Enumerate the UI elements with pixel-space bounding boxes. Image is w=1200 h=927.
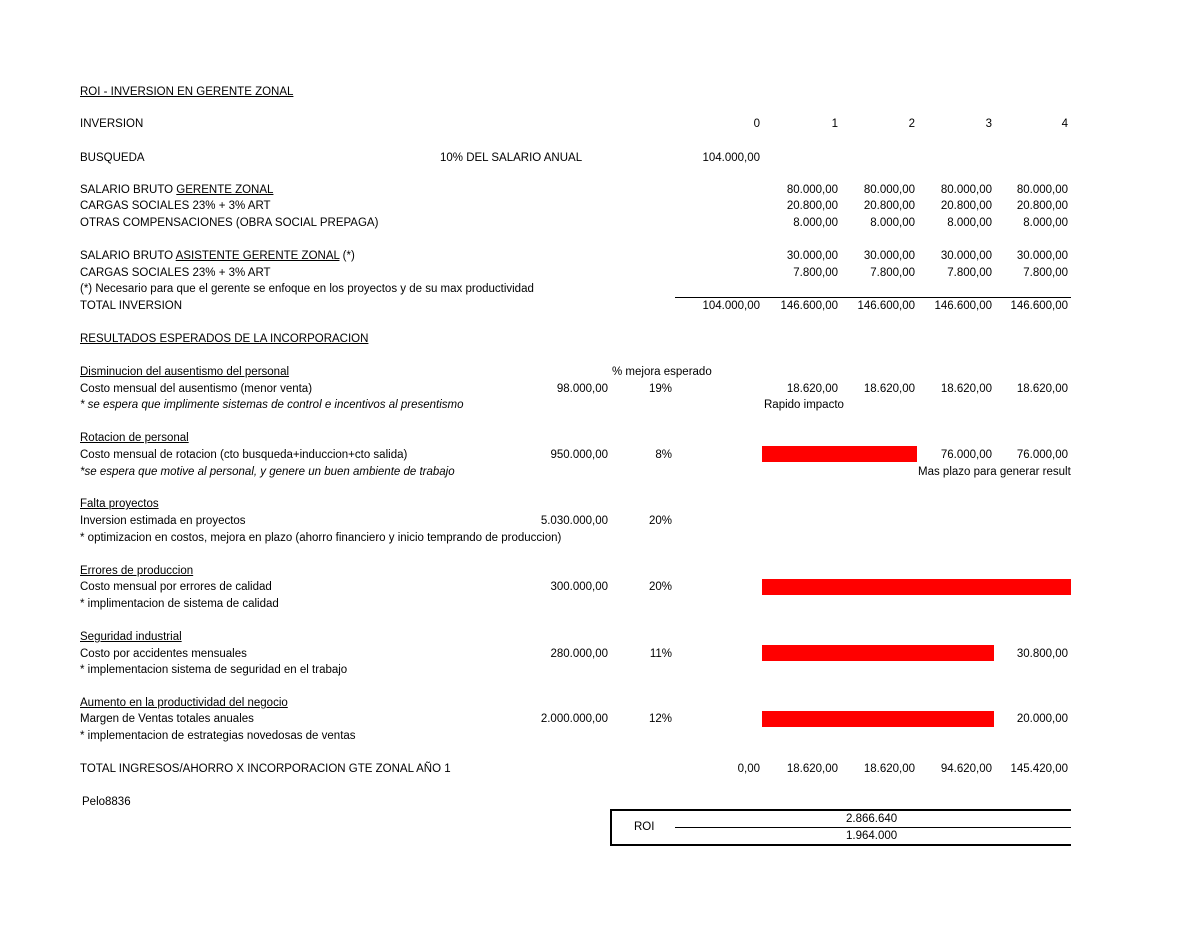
total-ingresos-y4: 145.420,00 [1010,763,1068,775]
seguridad-title: Seguridad industrial [80,631,182,643]
total-inversion-label: TOTAL INVERSION [80,300,183,312]
productividad-y4: 20.000,00 [1016,713,1068,725]
gerente-cargas-y1: 20.800,00 [786,200,838,212]
gerente-otras-y4: 8.000,00 [1023,217,1068,229]
rotacion-base: 950.000,00 [550,449,608,461]
seguridad-y4: 30.800,00 [1016,648,1068,660]
gerente-otras-y1: 8.000,00 [793,217,838,229]
gerente-salario-y3: 80.000,00 [940,184,992,196]
asistente-note: (*) Necesario para que el gerente se enfoque en los proyectos y de su max productividad [80,283,534,295]
ausentismo-y3: 18.620,00 [940,383,992,395]
ausentismo-note: * se espera que implimente sistemas de control e incentivos al presentismo [80,399,464,411]
proyectos-label: Inversion estimada en proyectos [80,515,246,527]
ausentismo-y2: 18.620,00 [863,383,915,395]
gerente-cargas-label: CARGAS SOCIALES 23% + 3% ART [80,200,271,212]
errores-note: * implimentacion de sistema de calidad [80,598,279,610]
ausentismo-title: Disminucion del ausentismo del personal [80,366,290,378]
author-label: Pelo8836 [82,796,131,808]
rotacion-label: Costo mensual de rotacion (cto busqueda+induccion+cto salida) [80,449,408,461]
total-ingresos-y2: 18.620,00 [863,763,915,775]
year-3: 3 [985,118,992,130]
seguridad-note: * implementacion sistema de seguridad en el trabajo [80,664,348,676]
asistente-salario-y3: 30.000,00 [940,250,992,262]
asistente-cargas-y1: 7.800,00 [793,267,838,279]
errores-base: 300.000,00 [550,581,608,593]
total-inversion-y3: 146.600,00 [934,300,992,312]
mejora-header: % mejora esperado [612,366,712,378]
rotacion-highlight-bar [762,446,917,462]
ausentismo-comment: Rapido impacto [764,399,844,411]
roi-denominator: 1.964.000 [846,830,898,842]
inversion-label: INVERSION [80,118,144,130]
asistente-cargas-y4: 7.800,00 [1023,267,1068,279]
gerente-cargas-y4: 20.800,00 [1016,200,1068,212]
ausentismo-y1: 18.620,00 [786,383,838,395]
total-inversion-y4: 146.600,00 [1010,300,1068,312]
rotacion-pct: 8% [655,449,672,461]
asistente-salario-y1: 30.000,00 [786,250,838,262]
roi-top-border [610,809,1071,811]
rotacion-title: Rotacion de personal [80,432,189,444]
productividad-label: Margen de Ventas totales anuales [80,713,254,725]
ausentismo-y4: 18.620,00 [1016,383,1068,395]
rotacion-comment: Mas plazo para generar result [918,466,1071,478]
gerente-salario-y2: 80.000,00 [863,184,915,196]
total-ingresos-y1: 18.620,00 [786,763,838,775]
productividad-base: 2.000.000,00 [540,713,608,725]
productividad-note: * implementacion de estrategias novedosas de ventas [80,730,356,742]
gerente-otras-y2: 8.000,00 [870,217,915,229]
gerente-salario-y1: 80.000,00 [786,184,838,196]
asistente-cargas-label: CARGAS SOCIALES 23% + 3% ART [80,267,271,279]
total-inversion-y1: 146.600,00 [780,300,838,312]
seguridad-label: Costo por accidentes mensuales [80,648,247,660]
year-1: 1 [831,118,838,130]
total-inversion-divider [675,297,1071,298]
total-ingresos-y3: 94.620,00 [940,763,992,775]
roi-left-border [610,809,612,846]
asistente-salario-label: SALARIO BRUTO ASISTENTE GERENTE ZONAL (*) [80,250,355,262]
rotacion-y4: 76.000,00 [1016,449,1068,461]
productividad-title: Aumento en la productividad del negocio [80,697,288,709]
seguridad-pct: 11% [649,648,672,660]
asistente-cargas-y3: 7.800,00 [947,267,992,279]
proyectos-title: Falta proyectos [80,498,159,510]
year-4: 4 [1061,118,1068,130]
gerente-otras-y3: 8.000,00 [947,217,992,229]
busqueda-note: 10% DEL SALARIO ANUAL [440,152,583,164]
busqueda-value: 104.000,00 [702,152,760,164]
roi-bottom-border [610,844,1071,846]
gerente-cargas-y2: 20.800,00 [863,200,915,212]
seguridad-highlight-bar [762,645,994,661]
busqueda-label: BUSQUEDA [80,152,145,164]
total-ingresos-y0: 0,00 [737,763,760,775]
asistente-cargas-y2: 7.800,00 [870,267,915,279]
year-0: 0 [753,118,760,130]
total-inversion-y0: 104.000,00 [702,300,760,312]
gerente-salario-y4: 80.000,00 [1016,184,1068,196]
page-title: ROI - INVERSION EN GERENTE ZONAL [80,86,294,98]
year-2: 2 [908,118,915,130]
errores-label: Costo mensual por errores de calidad [80,581,272,593]
total-inversion-y2: 146.600,00 [857,300,915,312]
ausentismo-pct: 19% [648,383,672,395]
ausentismo-base: 98.000,00 [556,383,608,395]
proyectos-base: 5.030.000,00 [540,515,608,527]
ausentismo-label: Costo mensual del ausentismo (menor venta) [80,383,313,395]
gerente-otras-label: OTRAS COMPENSACIONES (OBRA SOCIAL PREPAGA) [80,217,379,229]
proyectos-pct: 20% [648,515,672,527]
gerente-salario-label: SALARIO BRUTO GERENTE ZONAL [80,184,274,196]
asistente-salario-y4: 30.000,00 [1016,250,1068,262]
errores-highlight-bar [762,579,1071,595]
resultados-title: RESULTADOS ESPERADOS DE LA INCORPORACION [80,333,369,345]
errores-title: Errores de produccion [80,565,194,577]
rotacion-y3: 76.000,00 [940,449,992,461]
seguridad-base: 280.000,00 [550,648,608,660]
productividad-pct: 12% [648,713,672,725]
productividad-highlight-bar [762,711,994,727]
proyectos-note: * optimizacion en costos, mejora en plazo (ahorro financiero y inicio temprando de produccion) [80,532,562,544]
errores-pct: 20% [648,581,672,593]
total-ingresos-label: TOTAL INGRESOS/AHORRO X INCORPORACION GTE ZONAL AÑO 1 [80,763,451,775]
roi-fraction-line [675,827,1071,828]
roi-label: ROI [634,821,655,833]
roi-numerator: 2.866.640 [846,813,898,825]
gerente-cargas-y3: 20.800,00 [940,200,992,212]
asistente-salario-y2: 30.000,00 [863,250,915,262]
rotacion-note: *se espera que motive al personal, y genere un buen ambiente de trabajo [80,466,455,478]
